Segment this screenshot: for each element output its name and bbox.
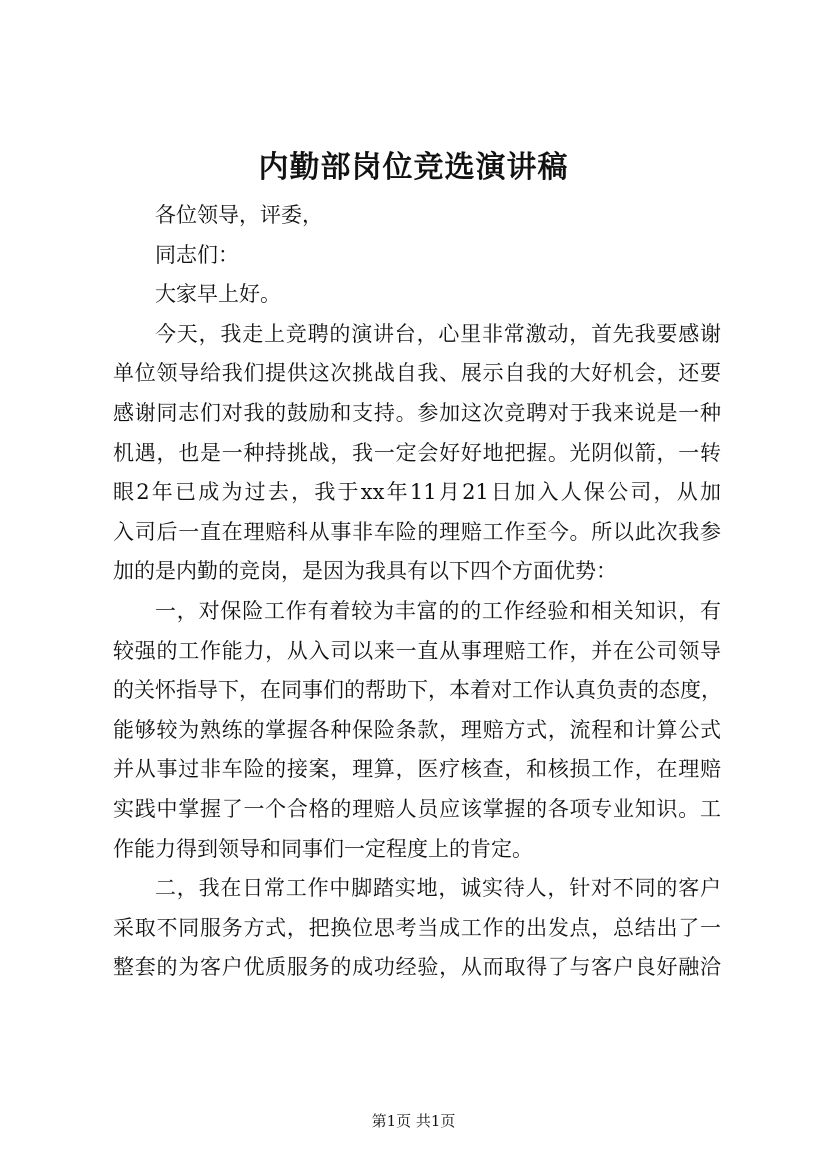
greeting-line: 大家早上好。 — [155, 282, 281, 307]
paragraph-line: 作能力得到领导和同事们一定程度上的肯定。 — [113, 836, 533, 861]
paragraph-line: 较强的工作能力，从入司以来一直从事理赔工作，并在公司领导 — [113, 638, 721, 663]
paragraph-line: 能够较为熟练的掌握各种保险条款，理赔方式，流程和计算公式 — [113, 717, 721, 742]
paragraph-line: 整套的为客户优质服务的成功经验，从而取得了与客户良好融洽 — [113, 955, 721, 980]
paragraph-line: 采取不同服务方式，把换位思考当成工作的出发点，总结出了一 — [113, 915, 721, 940]
page-footer: 第1页 共1页 — [371, 1112, 456, 1130]
paragraph-line: 今天，我走上竞聘的演讲台，心里非常激动，首先我要感谢 — [155, 321, 721, 346]
paragraph-line: 二，我在日常工作中脚踏实地，诚实待人，针对不同的客户 — [155, 876, 721, 901]
salutation-line: 同志们： — [155, 242, 239, 267]
paragraph-line: 并从事过非车险的接案，理算，医疗核查，和核损工作，在理赔 — [113, 757, 721, 782]
paragraph-line: 实践中掌握了一个合格的理赔人员应该掌握的各项专业知识。工 — [113, 796, 721, 821]
paragraph-line: 单位领导给我们提供这次挑战自我、展示自我的大好机会，还要 — [113, 361, 721, 386]
paragraph-line: 入司后一直在理赔科从事非车险的理赔工作至今。所以此次我参 — [113, 519, 721, 544]
paragraph-line: 的关怀指导下，在同事们的帮助下，本着对工作认真负责的态度， — [113, 678, 722, 703]
paragraph-line: 眼2年已成为过去，我于xx年11月21日加入人保公司，从加 — [113, 480, 721, 505]
paragraph-line: 感谢同志们对我的鼓励和支持。参加这次竞聘对于我来说是一种 — [113, 400, 721, 425]
salutation-line: 各位领导，评委， — [155, 203, 323, 227]
document-title: 内勤部岗位竞选演讲稿 — [258, 150, 569, 185]
document-body — [113, 196, 721, 988]
paragraph-line: 一，对保险工作有着较为丰富的的工作经验和相关知识，有 — [155, 598, 721, 623]
paragraph-line: 机遇，也是一种持挑战，我一定会好好地把握。光阴似箭，一转 — [113, 440, 721, 465]
paragraph-line: 加的是内勤的竞岗，是因为我具有以下四个方面优势： — [113, 559, 617, 584]
